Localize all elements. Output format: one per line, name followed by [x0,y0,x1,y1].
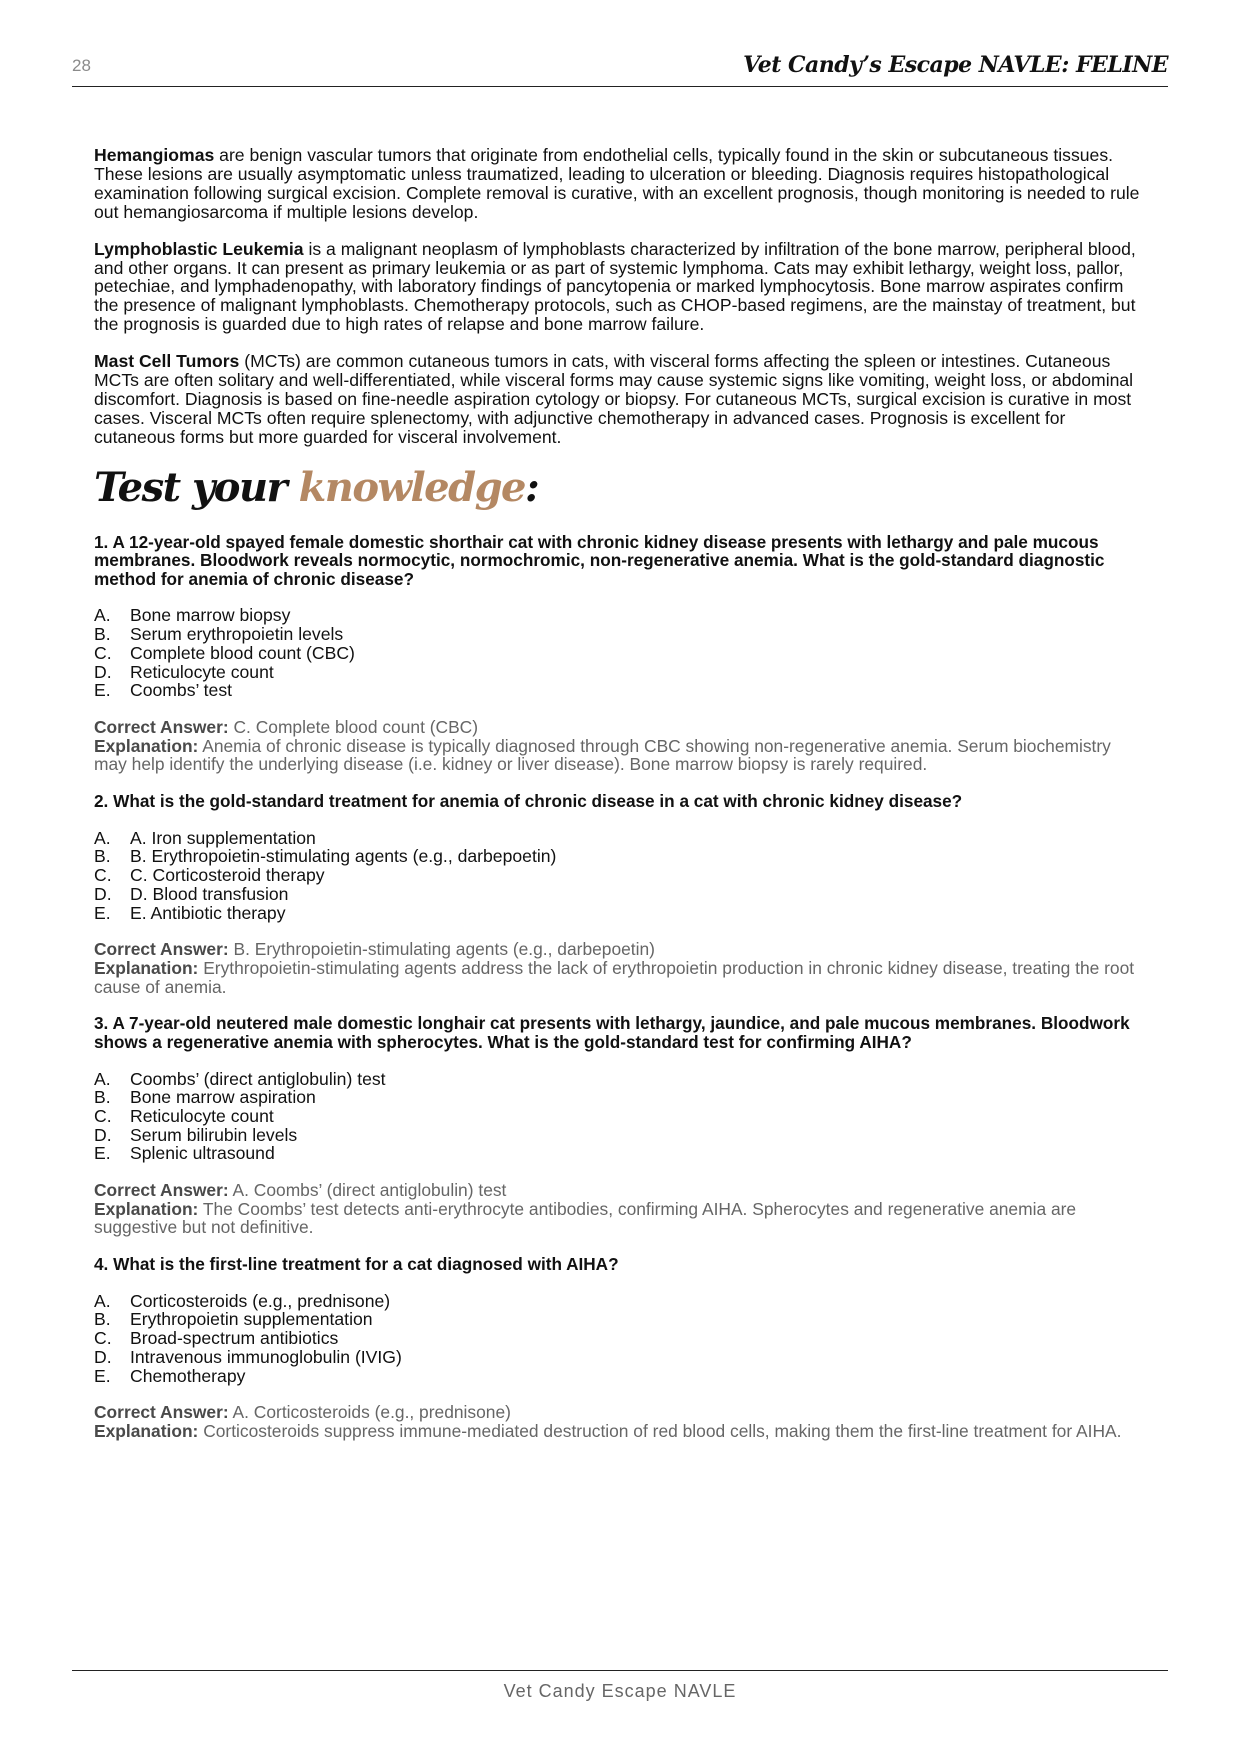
option-text: Reticulocyte count [130,661,274,682]
correct-answer-label: Correct Answer: [94,716,229,737]
paragraph-text: (MCTs) are common cutaneous tumors in cats, with visceral forms affecting the spleen or intestines. Cutaneous MCTs are often solitary and well-differentiated, while visceral forms may cause systemic signs like vomiting, weight loss, or abdominal discomfort. Diagnosis is based on fine-needle aspiration cytology or biopsy. For cutaneous MCTs, surgical excision is curative in most cases. Visceral MCTs often require splenectomy, with adjunctive chemotherapy in advanced cases. Prognosis is excellent for cutaneous forms but more guarded for visceral involvement. [94,351,1134,447]
correct-answer-text: C. Complete blood count (CBC) [228,716,479,737]
option-text: Serum bilirubin levels [130,1124,298,1145]
option-item [94,866,1146,885]
option-letter: C. [94,642,112,663]
option-text: Coombs’ (direct antiglobulin) test [130,1068,386,1089]
option-item [94,1348,1146,1367]
option-letter: A. [94,827,111,848]
option-text: E. Antibiotic therapy [130,902,286,923]
section-title-end: : [525,463,539,511]
correct-answer-text: B. Erythropoietin-stimulating agents (e.g., darbepoetin) [228,939,655,960]
question-block [94,533,1146,774]
option-item [94,1070,1146,1089]
option-text: Intravenous immunoglobulin (IVIG) [130,1346,402,1367]
answer-block [94,1403,1146,1440]
section-title-accent: knowledge [298,463,526,511]
option-item [94,829,1146,848]
option-text: D. Blood transfusion [130,883,289,904]
option-text: Serum erythropoietin levels [130,624,344,645]
explanation-text: Erythropoietin-stimulating agents address the lack of erythropoietin production in chronic kidney disease, treating the root cause of anemia. [94,957,1135,997]
correct-answer-text: A. Corticosteroids (e.g., prednisone) [228,1402,511,1423]
explanation-label: Explanation: [94,1420,199,1441]
question-block [94,1014,1146,1237]
option-letter: A. [94,1290,111,1311]
option-item [94,847,1146,866]
answer-block [94,718,1146,774]
explanation-label: Explanation: [94,735,199,756]
option-text: B. Erythropoietin-stimulating agents (e.g., darbepoetin) [130,846,557,867]
footer-text: Vet Candy Escape NAVLE [503,1681,737,1701]
option-text: Erythropoietin supplementation [130,1309,373,1330]
term: Mast Cell Tumors [94,351,240,372]
option-letter: A. [94,1068,111,1089]
option-letter: D. [94,661,112,682]
running-title: Vet Candy’s Escape NAVLE: FELINE [743,52,1168,78]
option-text: Splenic ultrasound [130,1143,275,1164]
question-text: 4. What is the first-line treatment for a cat diagnosed with AIHA? [94,1254,619,1275]
correct-answer-text: A. Coombs’ (direct antiglobulin) test [228,1180,507,1201]
option-letter: E. [94,1143,111,1164]
option-text: Complete blood count (CBC) [130,642,355,663]
page-content [94,146,1146,1459]
option-letter: C. [94,865,112,886]
paragraph-hemangiomas [94,146,1146,222]
option-item [94,663,1146,682]
option-text: Coombs’ test [130,680,233,701]
paragraph-text: is a malignant neoplasm of lymphoblasts characterized by infiltration of the bone marrow, peripheral blood, and other organs. It can present as primary leukemia or as part of systemic lymphoma. Cats may exhibit lethargy, weight loss, pallor, petechiae, and lymphadenopathy, with laboratory findings of pancytopenia or marked lymphocytosis. Bone marrow aspirates confirm the presence of malignant lymphoblasts. Chemotherapy protocols, such as CHOP-based regimens, are the mainstay of treatment, but the prognosis is guarded due to high rates of relapse and bone marrow failure. [94,238,1136,335]
option-item [94,904,1146,923]
explanation-label: Explanation: [94,1198,199,1219]
term: Hemangiomas [94,145,215,165]
correct-answer-label: Correct Answer: [94,939,229,960]
option-item [94,644,1146,663]
option-item [94,1329,1146,1348]
option-letter: C. [94,1105,112,1126]
quiz [94,533,1146,1441]
question-block [94,1255,1146,1441]
option-item [94,625,1146,644]
question-text: 3. A 7-year-old neutered male domestic longhair cat presents with lethargy, jaundice, and pale mucous membranes. Bloodwork shows a regenerative anemia with spherocytes. What is the gold-standard test for confirming AIHA? [94,1013,1130,1052]
question-text: 2. What is the gold-standard treatment for anemia of chronic disease in a cat with chronic kidney disease? [94,791,963,812]
option-letter: D. [94,883,112,904]
option-text: Chemotherapy [130,1365,246,1386]
option-item [94,1088,1146,1107]
paragraph-lymphoblastic-leukemia [94,240,1146,335]
page-header [72,50,1168,87]
option-item [94,1126,1146,1145]
option-letter: B. [94,846,111,867]
option-letter: B. [94,1087,111,1108]
question-block [94,792,1146,996]
option-text: Bone marrow aspiration [130,1087,316,1108]
option-text: C. Corticosteroid therapy [130,865,325,886]
option-letter: C. [94,1328,112,1349]
term: Lymphoblastic Leukemia [94,238,304,259]
option-letter: B. [94,624,111,645]
question-text: 1. A 12-year-old spayed female domestic shorthair cat with chronic kidney disease presents with lethargy and pale mucous membranes. Bloodwork reveals normocytic, normochromic, non-regenerative anemia. What is the gold-standard diagnostic method for anemia of chronic disease? [94,531,1105,589]
option-letter: D. [94,1346,112,1367]
section-title [94,465,1146,511]
paragraph-mast-cell-tumors [94,352,1146,447]
option-list [94,1070,1146,1164]
option-letter: B. [94,1309,111,1330]
option-list [94,1292,1146,1386]
explanation-text: Corticosteroids suppress immune-mediated destruction of red blood cells, making them the first-line treatment for AIHA. [198,1420,1122,1441]
option-text: A. Iron supplementation [130,827,316,848]
option-letter: E. [94,1365,111,1386]
option-text: Bone marrow biopsy [130,605,291,626]
explanation-text: Anemia of chronic disease is typically diagnosed through CBC showing non-regenerative anemia. Serum biochemistry may help identify the underlying disease (i.e. kidney or liver disease). Bone marrow biopsy is rarely required. [94,735,1111,775]
option-item [94,885,1146,904]
correct-answer-label: Correct Answer: [94,1402,229,1423]
option-item [94,1144,1146,1163]
section-title-plain: Test your [94,463,299,511]
option-item [94,1367,1146,1386]
option-list [94,829,1146,923]
correct-answer-label: Correct Answer: [94,1180,229,1201]
option-item [94,681,1146,700]
page-footer [72,1670,1168,1702]
option-list [94,606,1146,700]
option-text: Corticosteroids (e.g., prednisone) [130,1290,391,1311]
explanation-label: Explanation: [94,957,199,978]
option-item [94,1292,1146,1311]
option-letter: E. [94,680,111,701]
page-number: 28 [72,56,91,75]
explanation-text: The Coombs’ test detects anti-erythrocyte antibodies, confirming AIHA. Spherocytes and regenerative anemia are suggestive but not definitive. [94,1198,1077,1238]
option-letter: A. [94,605,111,626]
answer-block [94,940,1146,996]
option-item [94,1107,1146,1126]
option-text: Reticulocyte count [130,1105,274,1126]
option-item [94,1310,1146,1329]
option-item [94,606,1146,625]
option-text: Broad-spectrum antibiotics [130,1328,339,1349]
option-letter: E. [94,902,111,923]
paragraph-text: are benign vascular tumors that originate from endothelial cells, typically found in the skin or subcutaneous tissues. These lesions are usually asymptomatic unless traumatized, leading to ulceration or bleeding. Diagnosis requires histopathological examination following surgical excision. Complete removal is curative, with an excellent prognosis, though monitoring is needed to rule out hemangiosarcoma if multiple lesions develop. [94,145,1140,222]
option-letter: D. [94,1124,112,1145]
answer-block [94,1181,1146,1237]
